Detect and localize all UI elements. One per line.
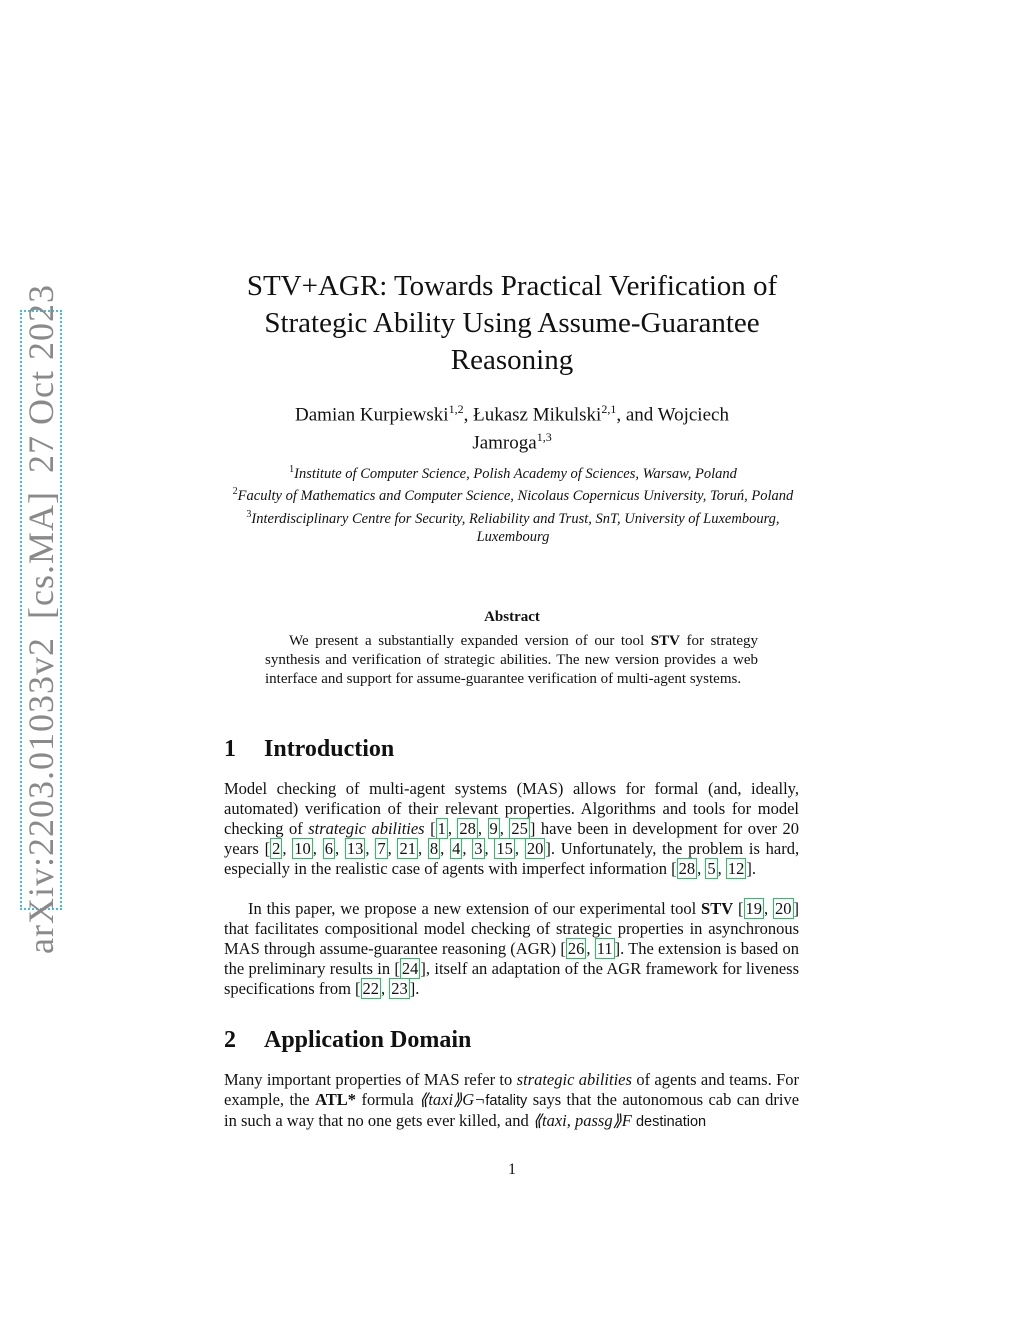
abstract-body: We present a substantially expanded version of our tool STV for strategy synthesis and verification of strategic abilities. The new version provides a web interface and support for assume-guarantee verification of multi-agent systems.: [265, 633, 758, 687]
author-name: Łukasz Mikulski: [473, 404, 602, 426]
tool-name: STV: [650, 633, 680, 649]
author-name: Damian Kurpiewski: [295, 404, 449, 426]
citation-link[interactable]: 24: [401, 959, 419, 978]
citation-link[interactable]: 1: [437, 819, 446, 838]
affiliation: $^3$Interdisciplinary Centre for Security, Reliability and Trust, SnT, University of Luxembourg, Luxembourg: [246, 508, 780, 545]
abstract-heading: Abstract: [484, 609, 540, 625]
logic-name: ATL*: [315, 1090, 357, 1109]
arxiv-category: [cs.MA]: [21, 491, 61, 619]
citation-link[interactable]: 11: [596, 939, 613, 958]
citation-link[interactable]: 9: [489, 819, 498, 838]
arxiv-id: arXiv:2203.01033v2: [21, 637, 61, 954]
citation-link[interactable]: 23: [391, 979, 408, 998]
formula: ⟪taxi⟫G¬: [419, 1090, 486, 1109]
title-line: STV+AGR: Towards Practical Verification of: [246, 270, 778, 302]
author-name: Jamroga: [472, 432, 537, 454]
affiliation: $^2$Faculty of Mathematics and Computer Science, Nicolaus Copernicus University, Toruń, Poland: [232, 486, 794, 505]
author-connector: , and Wojciech: [616, 404, 729, 426]
citation-link[interactable]: 4: [452, 839, 461, 858]
formula: ⟪taxi, passg⟫F: [532, 1111, 632, 1130]
citation-link[interactable]: 22: [362, 979, 380, 998]
formula-proposition: destination: [635, 1114, 707, 1130]
paper-title: [200, 268, 824, 379]
citation-link[interactable]: 15: [496, 839, 513, 858]
title-line: Strategic Ability Using Assume-Guarantee: [264, 307, 760, 339]
citation-link[interactable]: 25: [511, 819, 528, 838]
author-list: Damian Kurpiewski$^{1,2}$, Łukasz Mikulski$^{2,1}$, and Wojciech Jamroga$^{1,3}$: [295, 402, 729, 454]
intro-paragraph-2: In this paper, we propose a new extension of our experimental tool STV [ 19 , 20 ] that facilitates compositional model checking of strategic properties in asynchronous MAS through assume-guarantee reasoning (AGR) [ 26 , 11 ]. The extension is based on the preliminary results in [ 24 ], itself an adaptation of the AGR framework for liveness specifications from [ 22 , 23 ].: [224, 899, 800, 998]
citation-link[interactable]: 28: [459, 819, 476, 838]
title-line: Reasoning: [450, 344, 574, 376]
citation-link[interactable]: 12: [727, 859, 745, 878]
arxiv-date: 27 Oct 2023: [21, 284, 61, 474]
citation-link[interactable]: 2: [272, 839, 281, 858]
affiliation: $^1$Institute of Computer Science, Polish Academy of Sciences, Warsaw, Poland: [289, 464, 737, 482]
citation-link[interactable]: 26: [567, 939, 585, 958]
citation-link[interactable]: 20: [775, 899, 792, 918]
author-affil-sup: 1,3: [536, 430, 552, 445]
affiliations: [228, 461, 798, 546]
citation-link[interactable]: 8: [429, 839, 439, 858]
section-heading: 1 Introduction: [224, 736, 395, 762]
application-paragraph: Many important properties of MAS refer to strategic abilities of agents and teams. For example, the ATL* formula ⟪taxi⟫G¬fatality says that the autonomous cab can drive in such a way that no one gets ever killed, and ⟪taxi, passg⟫F destination: [224, 1070, 800, 1130]
citation-link[interactable]: 5: [707, 859, 716, 878]
author-affil-sup: 1,2: [448, 402, 464, 416]
citation-link[interactable]: 20: [526, 839, 544, 858]
arxiv-stamp: [20, 284, 62, 954]
formula-proposition: fatality: [485, 1093, 528, 1109]
intro-paragraph-1: Model checking of multi-agent systems (MAS) allows for formal (and, ideally, automated) verification of their relevant properties. Algorithms and tools for model checking of strategic abilities [ 1 , 28 , 9 , 25 ] have been in development for over 20 years [ 2 , 10 , 6 , 13 , 7 , 21 , 8 , 4 , 3 , 15 , 20 ]. Unfortunately, the problem is hard, especially in the realistic case of agents with imperfect information [ 28 , 5 , 12 ].: [224, 779, 800, 878]
citation-link[interactable]: 3: [474, 839, 483, 858]
tool-name: STV: [701, 899, 734, 918]
page-number: 1: [508, 1161, 516, 1178]
citation-link[interactable]: 7: [377, 839, 386, 858]
citation-link[interactable]: 19: [745, 899, 763, 918]
citation-link[interactable]: 21: [399, 839, 416, 858]
citation-link[interactable]: 28: [678, 859, 696, 878]
citation-link[interactable]: 10: [294, 839, 311, 858]
section-heading: 2 Application Domain: [224, 1027, 472, 1053]
citation-link[interactable]: 13: [346, 839, 364, 858]
citation-link[interactable]: 6: [324, 839, 333, 858]
author-affil-sup: 2,1: [601, 402, 617, 416]
